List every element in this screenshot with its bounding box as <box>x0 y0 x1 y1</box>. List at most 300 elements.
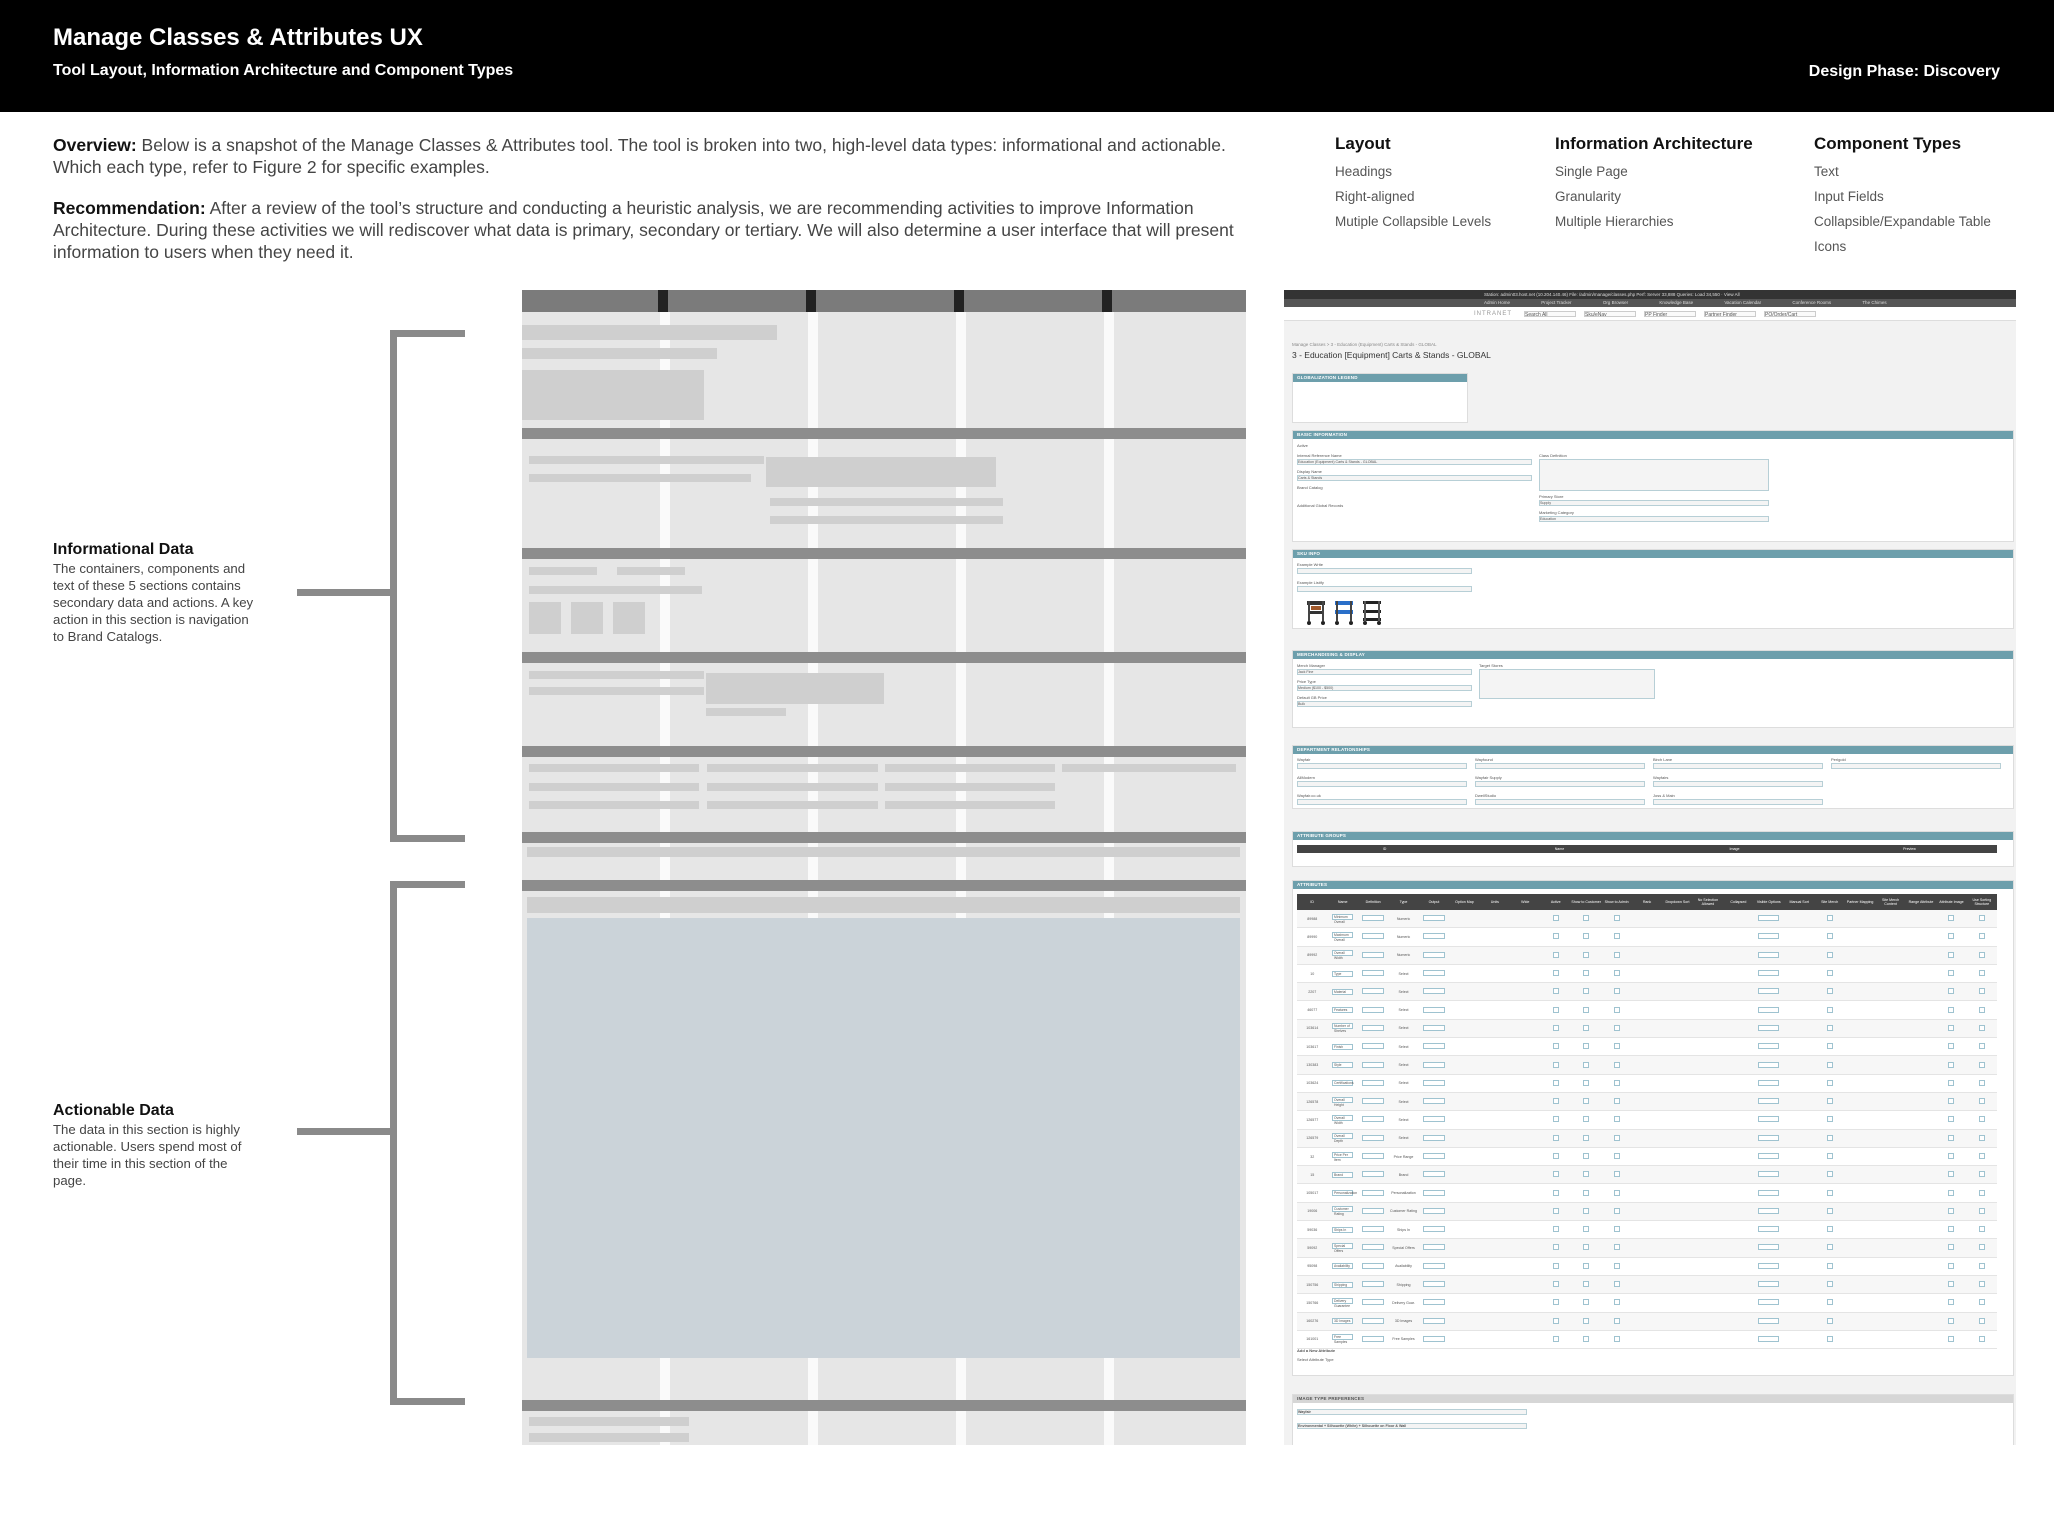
checkbox[interactable] <box>1827 1336 1833 1342</box>
dept-select[interactable] <box>1475 799 1645 805</box>
checkbox[interactable] <box>1948 1299 1954 1305</box>
checkbox[interactable] <box>1614 1098 1620 1104</box>
table-row[interactable] <box>1297 928 1997 946</box>
checkbox[interactable] <box>1979 1299 1985 1305</box>
panel-header[interactable]: ATTRIBUTES <box>1293 881 2013 889</box>
nav-item[interactable]: Conference Rooms <box>1792 300 1832 305</box>
marketing-category-select[interactable]: Education <box>1539 516 1769 522</box>
select-input[interactable] <box>1423 1190 1444 1196</box>
checkbox[interactable] <box>1614 970 1620 976</box>
checkbox[interactable] <box>1553 1281 1559 1287</box>
checkbox[interactable] <box>1948 1318 1954 1324</box>
nav-item[interactable]: Admin Home <box>1484 300 1511 305</box>
select-input[interactable] <box>1758 1116 1779 1122</box>
example-listify-field[interactable] <box>1297 586 1472 592</box>
product-thumbnail-icon[interactable] <box>1361 598 1383 626</box>
table-row[interactable] <box>1297 1130 1997 1148</box>
select-input[interactable] <box>1758 970 1779 976</box>
dept-select[interactable] <box>1653 799 1823 805</box>
checkbox[interactable] <box>1827 952 1833 958</box>
checkbox[interactable] <box>1948 1116 1954 1122</box>
checkbox[interactable] <box>1583 915 1589 921</box>
class-definition-field[interactable] <box>1539 459 1769 491</box>
select-input[interactable] <box>1758 1135 1779 1141</box>
example-write-field[interactable] <box>1297 568 1472 574</box>
store-select[interactable]: Wayfair <box>1297 1409 1527 1415</box>
select-input[interactable] <box>1423 1025 1444 1031</box>
attribute-name-input[interactable]: Overall Width <box>1332 950 1353 956</box>
checkbox[interactable] <box>1948 1208 1954 1214</box>
dept-select[interactable] <box>1297 763 1467 769</box>
select-input[interactable] <box>1758 1171 1779 1177</box>
definition-input[interactable] <box>1362 1043 1383 1049</box>
select-input[interactable] <box>1758 1062 1779 1068</box>
checkbox[interactable] <box>1948 1025 1954 1031</box>
attribute-name-input[interactable]: Free Samples <box>1332 1334 1353 1340</box>
attribute-name-input[interactable]: Number of Shelves <box>1332 1023 1353 1029</box>
dept-select[interactable] <box>1297 781 1467 787</box>
search-input[interactable]: PP Finder <box>1644 311 1696 317</box>
table-row[interactable] <box>1297 1038 1997 1056</box>
select-input[interactable] <box>1758 1190 1779 1196</box>
breadcrumb[interactable]: Manage Classes > 3 - Education (Equipment) Carts & Stands - GLOBAL <box>1292 342 1437 347</box>
checkbox[interactable] <box>1583 952 1589 958</box>
table-row[interactable] <box>1297 965 1997 983</box>
select-input[interactable] <box>1423 1244 1444 1250</box>
checkbox[interactable] <box>1553 1299 1559 1305</box>
add-attribute-link[interactable]: Add a New Attribute <box>1297 1348 1336 1353</box>
attribute-name-input[interactable]: Special Offers <box>1332 1243 1353 1249</box>
checkbox[interactable] <box>1583 1062 1589 1068</box>
select-input[interactable] <box>1423 1318 1444 1324</box>
select-input[interactable] <box>1423 1153 1444 1159</box>
checkbox[interactable] <box>1827 1043 1833 1049</box>
checkbox[interactable] <box>1553 933 1559 939</box>
reference-name-field[interactable]: Education (Equipment) Carts & Stands - GLOBAL <box>1297 459 1532 465</box>
checkbox[interactable] <box>1553 1007 1559 1013</box>
checkbox[interactable] <box>1948 933 1954 939</box>
table-row[interactable] <box>1297 1313 1997 1331</box>
definition-input[interactable] <box>1362 915 1383 921</box>
checkbox[interactable] <box>1614 1244 1620 1250</box>
checkbox[interactable] <box>1979 915 1985 921</box>
checkbox[interactable] <box>1583 1025 1589 1031</box>
panel-header[interactable]: SKU INFO <box>1293 550 2013 558</box>
definition-input[interactable] <box>1362 1299 1383 1305</box>
checkbox[interactable] <box>1979 1318 1985 1324</box>
checkbox[interactable] <box>1553 1135 1559 1141</box>
select-input[interactable] <box>1423 1007 1444 1013</box>
table-row[interactable] <box>1297 1166 1997 1184</box>
checkbox[interactable] <box>1827 1226 1833 1232</box>
attribute-name-input[interactable]: Material <box>1332 989 1353 995</box>
definition-input[interactable] <box>1362 1062 1383 1068</box>
definition-input[interactable] <box>1362 1153 1383 1159</box>
select-input[interactable] <box>1758 1226 1779 1232</box>
checkbox[interactable] <box>1553 1080 1559 1086</box>
select-attribute-type[interactable]: Select Attribute Type <box>1297 1357 1334 1362</box>
checkbox[interactable] <box>1827 1153 1833 1159</box>
panel-header[interactable]: MERCHANDISING & DISPLAY <box>1293 651 2013 659</box>
checkbox[interactable] <box>1827 1007 1833 1013</box>
table-row[interactable] <box>1297 1056 1997 1074</box>
definition-input[interactable] <box>1362 952 1383 958</box>
select-input[interactable] <box>1423 1116 1444 1122</box>
attribute-name-input[interactable]: Personalization <box>1334 1191 1358 1196</box>
definition-input[interactable] <box>1362 1244 1383 1250</box>
checkbox[interactable] <box>1553 1171 1559 1177</box>
table-row[interactable] <box>1297 1001 1997 1019</box>
checkbox[interactable] <box>1583 1043 1589 1049</box>
select-input[interactable] <box>1423 1281 1444 1287</box>
attribute-name-input[interactable]: Delivery Guarantee <box>1332 1298 1353 1304</box>
select-input[interactable] <box>1758 915 1779 921</box>
checkbox[interactable] <box>1979 1263 1985 1269</box>
select-input[interactable] <box>1423 1080 1444 1086</box>
definition-input[interactable] <box>1362 1007 1383 1013</box>
checkbox[interactable] <box>1583 1098 1589 1104</box>
checkbox[interactable] <box>1979 1043 1985 1049</box>
checkbox[interactable] <box>1827 1208 1833 1214</box>
merch-manager-select[interactable]: Jack Fine <box>1297 669 1472 675</box>
checkbox[interactable] <box>1827 1318 1833 1324</box>
checkbox[interactable] <box>1979 1336 1985 1342</box>
checkbox[interactable] <box>1614 1190 1620 1196</box>
checkbox[interactable] <box>1614 1336 1620 1342</box>
checkbox[interactable] <box>1614 988 1620 994</box>
search-input[interactable]: Partner Finder <box>1704 311 1756 317</box>
image-type-select[interactable]: Environmental + Silhouette (White) + Silhouette on Floor & Wall <box>1297 1423 1527 1429</box>
select-input[interactable] <box>1423 1043 1444 1049</box>
checkbox[interactable] <box>1553 1190 1559 1196</box>
select-input[interactable] <box>1758 933 1779 939</box>
checkbox[interactable] <box>1553 915 1559 921</box>
select-input[interactable] <box>1758 1263 1779 1269</box>
nav-item[interactable]: Org Browser <box>1602 300 1629 305</box>
select-input[interactable] <box>1423 1208 1444 1214</box>
dept-select[interactable] <box>1653 781 1823 787</box>
table-row[interactable] <box>1297 1111 1997 1129</box>
checkbox[interactable] <box>1614 1153 1620 1159</box>
checkbox[interactable] <box>1948 1226 1954 1232</box>
checkbox[interactable] <box>1583 1153 1589 1159</box>
dept-select[interactable] <box>1653 763 1823 769</box>
attribute-name-input[interactable]: Shipping <box>1332 1282 1353 1288</box>
table-row[interactable] <box>1297 1075 1997 1093</box>
checkbox[interactable] <box>1553 1098 1559 1104</box>
checkbox[interactable] <box>1979 1153 1985 1159</box>
checkbox[interactable] <box>1614 1318 1620 1324</box>
checkbox[interactable] <box>1948 1153 1954 1159</box>
definition-input[interactable] <box>1362 1208 1383 1214</box>
checkbox[interactable] <box>1979 988 1985 994</box>
panel-header[interactable]: BASIC INFORMATION <box>1293 431 2013 439</box>
select-input[interactable] <box>1758 1336 1779 1342</box>
checkbox[interactable] <box>1979 1080 1985 1086</box>
select-input[interactable] <box>1423 1263 1444 1269</box>
dept-select[interactable] <box>1475 763 1645 769</box>
select-input[interactable] <box>1758 1043 1779 1049</box>
select-input[interactable] <box>1758 1007 1779 1013</box>
checkbox[interactable] <box>1979 952 1985 958</box>
nav-item[interactable]: Project Tracker <box>1541 300 1572 305</box>
definition-input[interactable] <box>1362 1318 1383 1324</box>
checkbox[interactable] <box>1948 1135 1954 1141</box>
select-input[interactable] <box>1423 1062 1444 1068</box>
checkbox[interactable] <box>1553 1226 1559 1232</box>
select-input[interactable] <box>1423 1171 1444 1177</box>
attribute-name-input[interactable]: Price Per Item <box>1332 1152 1353 1158</box>
select-input[interactable] <box>1758 1098 1779 1104</box>
checkbox[interactable] <box>1583 1263 1589 1269</box>
checkbox[interactable] <box>1614 1062 1620 1068</box>
checkbox[interactable] <box>1827 1080 1833 1086</box>
checkbox[interactable] <box>1827 1244 1833 1250</box>
attribute-name-input[interactable]: Overall Height <box>1332 1097 1353 1103</box>
table-row[interactable] <box>1297 910 1997 928</box>
search-input[interactable]: Search All <box>1524 311 1576 317</box>
checkbox[interactable] <box>1553 1062 1559 1068</box>
checkbox[interactable] <box>1979 1098 1985 1104</box>
checkbox[interactable] <box>1948 915 1954 921</box>
checkbox[interactable] <box>1553 1318 1559 1324</box>
checkbox[interactable] <box>1948 1171 1954 1177</box>
checkbox[interactable] <box>1614 1135 1620 1141</box>
checkbox[interactable] <box>1827 933 1833 939</box>
checkbox[interactable] <box>1948 1281 1954 1287</box>
definition-input[interactable] <box>1362 1135 1383 1141</box>
table-row[interactable] <box>1297 1331 1997 1349</box>
checkbox[interactable] <box>1583 1135 1589 1141</box>
dept-select[interactable] <box>1297 799 1467 805</box>
definition-input[interactable] <box>1362 1171 1383 1177</box>
checkbox[interactable] <box>1583 1281 1589 1287</box>
attribute-name-input[interactable]: Type <box>1332 971 1353 977</box>
select-input[interactable] <box>1423 915 1444 921</box>
checkbox[interactable] <box>1827 1098 1833 1104</box>
checkbox[interactable] <box>1583 1208 1589 1214</box>
checkbox[interactable] <box>1583 1318 1589 1324</box>
checkbox[interactable] <box>1614 933 1620 939</box>
table-row[interactable] <box>1297 947 1997 965</box>
checkbox[interactable] <box>1979 1244 1985 1250</box>
checkbox[interactable] <box>1614 1263 1620 1269</box>
nav-item[interactable]: Vacation Calendar <box>1724 300 1762 305</box>
checkbox[interactable] <box>1948 1098 1954 1104</box>
select-input[interactable] <box>1758 1281 1779 1287</box>
nav-item[interactable]: The Chimes <box>1862 300 1887 305</box>
checkbox[interactable] <box>1827 1299 1833 1305</box>
checkbox[interactable] <box>1583 1171 1589 1177</box>
table-row[interactable] <box>1297 1258 1997 1276</box>
checkbox[interactable] <box>1827 1062 1833 1068</box>
checkbox[interactable] <box>1827 915 1833 921</box>
checkbox[interactable] <box>1583 1116 1589 1122</box>
checkbox[interactable] <box>1827 1190 1833 1196</box>
checkbox[interactable] <box>1948 1190 1954 1196</box>
select-input[interactable] <box>1758 1208 1779 1214</box>
table-row[interactable] <box>1297 1020 1997 1038</box>
checkbox[interactable] <box>1979 1281 1985 1287</box>
checkbox[interactable] <box>1553 1336 1559 1342</box>
attribute-name-input[interactable]: Style <box>1332 1062 1353 1068</box>
checkbox[interactable] <box>1614 1208 1620 1214</box>
attribute-name-input[interactable]: Minimum Overall <box>1332 914 1353 920</box>
definition-input[interactable] <box>1362 988 1383 994</box>
default-gb-price-select[interactable]: Bulk <box>1297 701 1472 707</box>
checkbox[interactable] <box>1583 1336 1589 1342</box>
checkbox[interactable] <box>1583 988 1589 994</box>
attribute-name-input[interactable]: Ships In <box>1332 1227 1353 1233</box>
table-row[interactable] <box>1297 1276 1997 1294</box>
select-input[interactable] <box>1758 1318 1779 1324</box>
checkbox[interactable] <box>1614 1299 1620 1305</box>
checkbox[interactable] <box>1827 1116 1833 1122</box>
select-input[interactable] <box>1423 1135 1444 1141</box>
table-row[interactable] <box>1297 983 1997 1001</box>
checkbox[interactable] <box>1553 952 1559 958</box>
select-input[interactable] <box>1423 970 1444 976</box>
checkbox[interactable] <box>1553 1208 1559 1214</box>
checkbox[interactable] <box>1948 1080 1954 1086</box>
checkbox[interactable] <box>1614 1171 1620 1177</box>
definition-input[interactable] <box>1362 970 1383 976</box>
checkbox[interactable] <box>1614 1281 1620 1287</box>
select-input[interactable] <box>1423 1098 1444 1104</box>
checkbox[interactable] <box>1583 933 1589 939</box>
checkbox[interactable] <box>1948 1062 1954 1068</box>
checkbox[interactable] <box>1553 1116 1559 1122</box>
select-input[interactable] <box>1423 1299 1444 1305</box>
checkbox[interactable] <box>1583 1190 1589 1196</box>
checkbox[interactable] <box>1827 1281 1833 1287</box>
attribute-name-input[interactable]: Overall Depth <box>1332 1133 1353 1139</box>
definition-input[interactable] <box>1362 1190 1383 1196</box>
checkbox[interactable] <box>1948 1007 1954 1013</box>
checkbox[interactable] <box>1583 1299 1589 1305</box>
select-input[interactable] <box>1758 1080 1779 1086</box>
attribute-name-input[interactable]: Overall Width <box>1332 1115 1353 1121</box>
select-input[interactable] <box>1758 988 1779 994</box>
checkbox[interactable] <box>1979 1025 1985 1031</box>
definition-input[interactable] <box>1362 933 1383 939</box>
checkbox[interactable] <box>1614 1226 1620 1232</box>
checkbox[interactable] <box>1553 1025 1559 1031</box>
checkbox[interactable] <box>1614 1116 1620 1122</box>
checkbox[interactable] <box>1583 1226 1589 1232</box>
attribute-name-input[interactable]: Customer Rating <box>1332 1206 1353 1212</box>
attribute-name-input[interactable]: Finish <box>1332 1044 1353 1050</box>
select-input[interactable] <box>1758 952 1779 958</box>
select-input[interactable] <box>1423 988 1444 994</box>
attribute-name-input[interactable]: Brand <box>1332 1172 1353 1178</box>
checkbox[interactable] <box>1553 1043 1559 1049</box>
search-input[interactable]: PO/Order/Cart <box>1764 311 1816 317</box>
checkbox[interactable] <box>1979 1062 1985 1068</box>
checkbox[interactable] <box>1948 1043 1954 1049</box>
panel-header[interactable]: DEPARTMENT RELATIONSHIPS <box>1293 746 2013 754</box>
table-row[interactable] <box>1297 1093 1997 1111</box>
price-type-select[interactable]: Medium ($100 - $500) <box>1297 685 1472 691</box>
panel-header[interactable]: GLOBALIZATION LEGEND <box>1293 374 1467 382</box>
checkbox[interactable] <box>1948 1336 1954 1342</box>
checkbox[interactable] <box>1827 1135 1833 1141</box>
checkbox[interactable] <box>1979 1135 1985 1141</box>
product-thumbnail-icon[interactable] <box>1305 598 1327 626</box>
select-input[interactable] <box>1758 1025 1779 1031</box>
checkbox[interactable] <box>1553 1263 1559 1269</box>
checkbox[interactable] <box>1979 1190 1985 1196</box>
product-thumbnail-icon[interactable] <box>1333 598 1355 626</box>
attribute-name-input[interactable]: Availability <box>1332 1263 1353 1269</box>
definition-input[interactable] <box>1362 1098 1383 1104</box>
checkbox[interactable] <box>1948 988 1954 994</box>
checkbox[interactable] <box>1614 1007 1620 1013</box>
checkbox[interactable] <box>1827 1263 1833 1269</box>
select-input[interactable] <box>1758 1299 1779 1305</box>
checkbox[interactable] <box>1948 970 1954 976</box>
table-row[interactable] <box>1297 1294 1997 1312</box>
checkbox[interactable] <box>1614 1080 1620 1086</box>
checkbox[interactable] <box>1979 1171 1985 1177</box>
definition-input[interactable] <box>1362 1080 1383 1086</box>
checkbox[interactable] <box>1979 1007 1985 1013</box>
table-row[interactable] <box>1297 1239 1997 1257</box>
select-input[interactable] <box>1758 1153 1779 1159</box>
attribute-name-input[interactable]: 3D Images <box>1332 1318 1353 1324</box>
table-row[interactable] <box>1297 1221 1997 1239</box>
dept-select[interactable] <box>1831 763 2001 769</box>
checkbox[interactable] <box>1948 1263 1954 1269</box>
checkbox[interactable] <box>1614 915 1620 921</box>
definition-input[interactable] <box>1362 1226 1383 1232</box>
table-row[interactable] <box>1297 1184 1997 1202</box>
select-input[interactable] <box>1423 1336 1444 1342</box>
checkbox[interactable] <box>1583 1007 1589 1013</box>
attribute-name-input[interactable]: Certifications <box>1334 1081 1354 1086</box>
definition-input[interactable] <box>1362 1116 1383 1122</box>
checkbox[interactable] <box>1583 1080 1589 1086</box>
checkbox[interactable] <box>1583 970 1589 976</box>
table-row[interactable] <box>1297 1203 1997 1221</box>
checkbox[interactable] <box>1583 1244 1589 1250</box>
checkbox[interactable] <box>1979 933 1985 939</box>
dept-select[interactable] <box>1475 781 1645 787</box>
definition-input[interactable] <box>1362 1025 1383 1031</box>
select-input[interactable] <box>1423 1226 1444 1232</box>
checkbox[interactable] <box>1614 952 1620 958</box>
attribute-name-input[interactable]: Maximum Overall <box>1332 932 1353 938</box>
checkbox[interactable] <box>1614 1025 1620 1031</box>
checkbox[interactable] <box>1614 1043 1620 1049</box>
checkbox[interactable] <box>1979 1208 1985 1214</box>
checkbox[interactable] <box>1827 1171 1833 1177</box>
primary-store-select[interactable]: Supply <box>1539 500 1769 506</box>
checkbox[interactable] <box>1827 970 1833 976</box>
checkbox[interactable] <box>1979 970 1985 976</box>
search-input[interactable]: Sku/eNav <box>1584 311 1636 317</box>
panel-header[interactable]: ATTRIBUTE GROUPS <box>1293 832 2013 840</box>
checkbox[interactable] <box>1553 1153 1559 1159</box>
table-row[interactable] <box>1297 1148 1997 1166</box>
attribute-name-input[interactable]: Features <box>1332 1007 1353 1013</box>
checkbox[interactable] <box>1553 1244 1559 1250</box>
select-input[interactable] <box>1423 952 1444 958</box>
nav-item[interactable]: Knowledge Base <box>1659 300 1694 305</box>
checkbox[interactable] <box>1553 988 1559 994</box>
panel-header[interactable]: IMAGE TYPE PREFERENCES <box>1293 1395 2013 1403</box>
display-name-field[interactable]: Carts & Stands <box>1297 475 1532 481</box>
